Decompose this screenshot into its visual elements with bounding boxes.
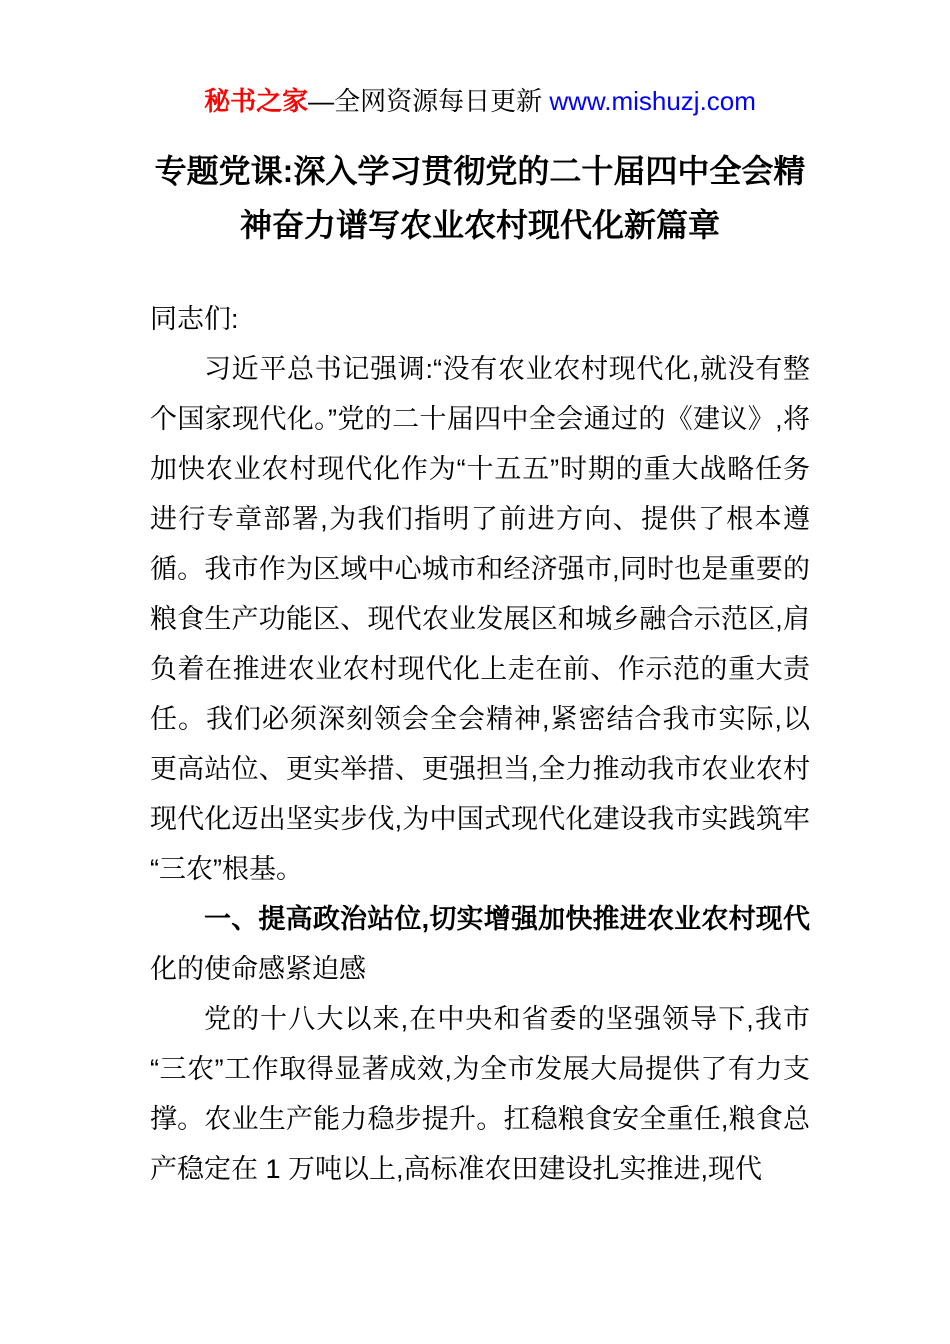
- document-body: [150, 294, 810, 1194]
- document-title: 专题党课:深入学习贯彻党的二十届四中全会精神奋力谱写农业农村现代化新篇章: [154, 153, 806, 243]
- paragraph-section-1-body: 党的十八大以来,在中央和省委的坚强领导下,我市“三农”工作取得显著成效,为全市发展大局提供了有力支撑。农业生产能力稳步提升。扛稳粮食安全重任,粮食总产稳定在 1 万吨以上,高标准农田建设扎实推进,现代: [150, 1004, 810, 1184]
- paragraph-intro: 习近平总书记强调:“没有农业农村现代化,就没有整个国家现代化。”党的二十届四中全会通过的《建议》,将加快农业农村现代化作为“十五五”时期的重大战略任务进行专章部署,为我们指明了前进方向、提供了根本遵循。我市作为区域中心城市和经济强市,同时也是重要的粮食生产功能区、现代农业发展区和城乡融合示范区,肩负着在推进农业农村现代化上走在前、作示范的重大责任。我们必须深刻领会全会精神,紧密结合我市实际,以更高站位、更实举措、更强担当,全力推动我市农业农村现代化迈出坚实步伐,为中国式现代化建设我市实践筑牢“三农”根基。: [150, 354, 810, 884]
- promo-header: [150, 84, 810, 118]
- promo-tagline: —全网资源每日更新: [308, 86, 543, 116]
- section-heading-1-normal-run: 化的使命感紧迫感: [150, 954, 366, 984]
- section-heading-1-bold-run: 一、提高政治站位,切实增强加快推进农业农村现代: [204, 904, 810, 934]
- salutation: 同志们:: [150, 304, 239, 334]
- site-url-link[interactable]: www.mishuzj.com: [549, 86, 756, 116]
- section-heading-1: [150, 894, 810, 994]
- brand-name: 秘书之家: [204, 86, 309, 116]
